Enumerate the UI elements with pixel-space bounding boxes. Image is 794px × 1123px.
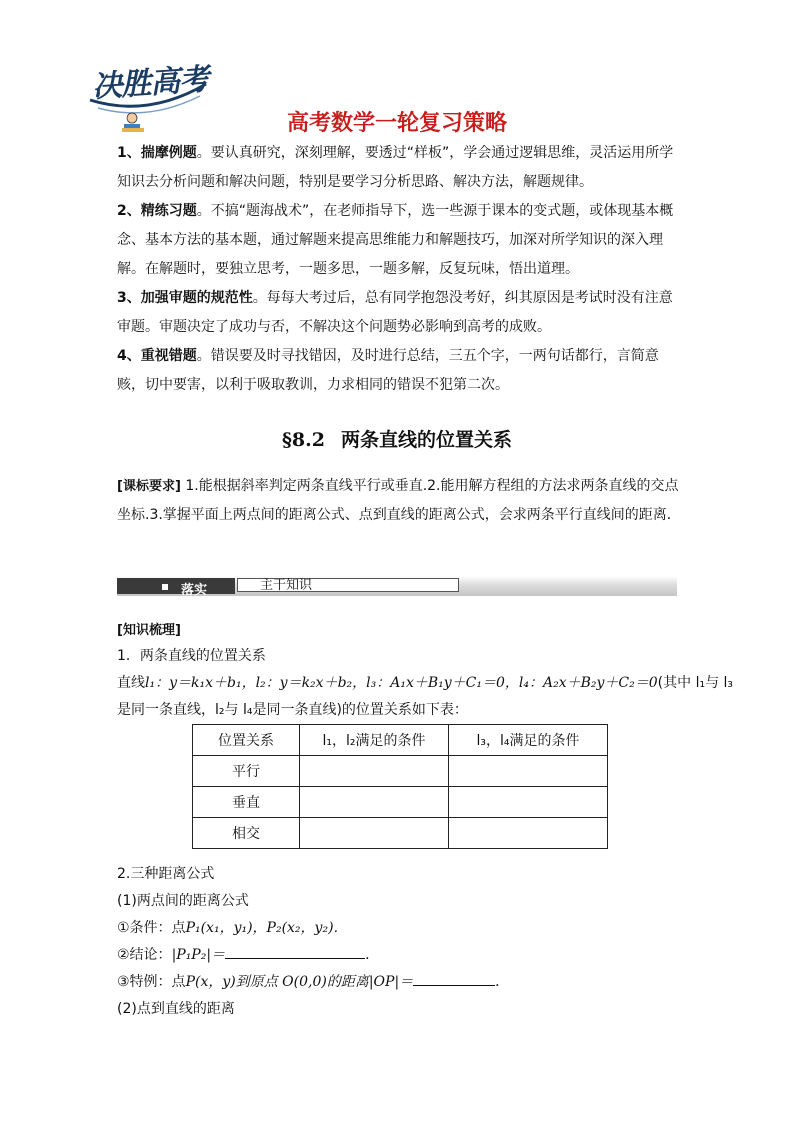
requirements-text: 1.能根据斜率判定两条直线平行或垂直.2.能用解方程组的方法求两条直线的交点坐标.3.掌握平面上两点间的距离公式、点到直线的距离公式，会求两条平行直线间的距离． — [117, 478, 681, 523]
conclusion-line: ②结论：|P₁P₂|＝ ． — [117, 947, 380, 963]
strategy-heading: 4、重视错题 — [117, 348, 197, 364]
strategy-heading: 1、揣摩例题 — [117, 145, 197, 161]
answer-blank[interactable] — [413, 985, 495, 986]
page-title: 高考数学一轮复习策略 — [286, 111, 507, 136]
line-l1: l₁：y＝k₁x＋b₁， — [145, 675, 256, 691]
strategy-paragraph — [117, 139, 683, 197]
lines-definition-cont — [117, 699, 468, 719]
condition-line — [117, 917, 348, 937]
knowledge-item-2: 2.三种距离公式 — [117, 866, 215, 882]
table-header: l₁，l₂满足的条件 — [300, 725, 449, 756]
line-l3: l₃：A₁x＋B₁y＋C₁＝0， — [366, 675, 519, 691]
table-cell: 平行 — [193, 756, 300, 787]
banner-subtitle: 主干知识 — [237, 578, 459, 592]
strategy-body: 。不搞“题海战术”，在老师指导下，选一些源于课本的变式题，或体现基本概念、基本方法的基本题，通过解题来提高思维能力和解题技巧，加深对所学知识的深入理解。在解题时，要独立思考，一题多思，一题多解，反复玩味，悟出道理。 — [117, 203, 674, 277]
conclusion-expr: |P₁P₂|＝ — [171, 947, 226, 963]
lines-intro-end: 的位置关系如下表： — [341, 702, 468, 718]
table-row — [193, 818, 608, 849]
sub-item-2: (2)点到直线的距离 — [117, 1001, 235, 1017]
knowledge-item-1: 1．两条直线的位置关系 — [117, 648, 266, 664]
lines-definition — [117, 672, 733, 692]
lines-note-a: (其中 l₁与 l₃ — [657, 675, 734, 691]
strategy-heading: 2、精练习题 — [117, 203, 197, 219]
banner-dark-block — [117, 578, 235, 598]
banner-label: 落实 — [181, 583, 208, 598]
sub-item-1: (1)两点间的距离公式 — [117, 893, 249, 909]
section-number: §8.2 — [281, 429, 325, 451]
special-label: ③特例：点 — [117, 974, 186, 990]
special-text: P(x，y)到原点 O(0,0)的距离|OP|＝ — [185, 974, 414, 990]
requirements-tag: [课标要求] — [117, 479, 181, 494]
section-title — [0, 425, 794, 452]
table-row — [193, 756, 608, 787]
table-cell-blank — [449, 787, 608, 818]
strategy-body: 。要认真研究，深刻理解，要透过“样板”，学会通过逻辑思维，灵活运用所学知识去分析问题和解决问题，特别是要学习分析思路、解决方法，解题规律。 — [117, 145, 674, 190]
curriculum-requirements — [117, 472, 683, 529]
table-header: l₃，l₄满足的条件 — [449, 725, 608, 756]
table-cell-blank — [449, 818, 608, 849]
strategy-body: 。每每大考过后，总有同学抱怨没考好，纠其原因是考试时没有注意审题。审题决定了成功与否，不解决这个问题势必影响到高考的成败。 — [117, 290, 673, 335]
square-bullet-icon — [162, 584, 168, 590]
condition-points: P₁(x₁，y₁)，P₂(x₂，y₂)． — [185, 920, 348, 936]
table-header: 位置关系 — [193, 725, 300, 756]
answer-blank[interactable] — [225, 958, 365, 959]
section-name: 两条直线的位置关系 — [340, 429, 512, 451]
line-l4: l₄：A₂x＋B₂y＋C₂＝0 — [518, 675, 658, 691]
logo-text: 决胜高考 — [91, 61, 210, 105]
table-cell: 相交 — [193, 818, 300, 849]
lines-note-b: 是同一条直线，l₂与 l₄是同一条直线) — [117, 702, 342, 718]
table-cell: 垂直 — [193, 787, 300, 818]
strategy-paragraph — [117, 284, 683, 342]
condition-label: ①条件：点 — [117, 920, 186, 936]
table-cell-blank — [300, 818, 449, 849]
position-relation-table — [192, 724, 608, 849]
strategy-body: 。错误要及时寻找错因，及时进行总结，三五个字，一两句话都行，言简意赅，切中要害，以利于吸取教训，力求相同的错误不犯第二次。 — [117, 348, 659, 393]
table-cell-blank — [449, 756, 608, 787]
strategy-heading: 3、加强审题的规范性 — [117, 290, 253, 306]
knowledge-label: [知识梳理] — [117, 623, 181, 638]
special-case-line: ③特例：点P(x，y)到原点 O(0,0)的距离|OP|＝ ． — [117, 974, 510, 990]
conclusion-label: ②结论： — [117, 947, 172, 963]
section-banner — [117, 576, 677, 596]
table-cell-blank — [300, 756, 449, 787]
strategy-paragraph — [117, 342, 683, 400]
table-cell-blank — [300, 787, 449, 818]
table-header-row — [193, 725, 608, 756]
lines-intro: 直线 — [117, 675, 145, 691]
line-l2: l₂：y＝k₂x＋b₂， — [255, 675, 367, 691]
table-row — [193, 787, 608, 818]
strategy-paragraph — [117, 197, 683, 284]
